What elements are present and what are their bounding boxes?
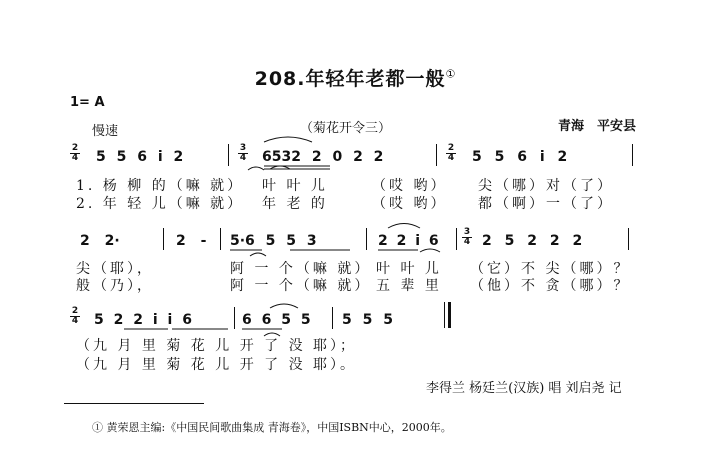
lyric-row1-v2-c: （哎 哟） bbox=[372, 196, 448, 212]
lyric-row2-v2-d: （他）不 贪（哪）？ bbox=[470, 278, 631, 294]
lyric-row1-v2-a: 2. 年 轻 儿（嘛 就） bbox=[76, 196, 245, 212]
notes-row2-m3: 5·6 5 5 3 bbox=[230, 233, 317, 249]
notes-row2-m5: 2 5 2 2 2 bbox=[482, 233, 583, 249]
lyric-row3-v1: （九 月 里 菊 花 儿 开 了 没 耶）； bbox=[76, 338, 358, 354]
key-signature: 1= A bbox=[70, 95, 105, 110]
performer-credit: 李得兰 杨廷兰(汉族) 唱 刘启尧 记 bbox=[426, 381, 622, 396]
tie-mark bbox=[248, 167, 264, 170]
notes-row3-m1: 5 2 2 i i 6 bbox=[94, 312, 192, 328]
time-signature-row1-c: $\frac{2}{4}$ bbox=[447, 143, 455, 163]
slur-mark bbox=[388, 224, 420, 229]
time-signature-row1-a: $\frac{2}{4}$ bbox=[71, 143, 79, 163]
song-origin: 青海 平安县 bbox=[558, 119, 637, 134]
lyric-row2-v1-c: 叶 叶 儿 bbox=[376, 261, 442, 277]
lyric-row2-v2-a: 般（乃）， bbox=[76, 278, 154, 294]
slur-mark bbox=[264, 137, 312, 142]
notes-row2-m1: 2 2· bbox=[80, 233, 120, 249]
notes-row2-m4: 2 2 i 6 bbox=[378, 233, 439, 249]
lyric-row1-v2-b: 年 老 的 bbox=[262, 196, 328, 212]
time-signature-row1-b: $\frac{3}{4}$ bbox=[239, 143, 247, 163]
lyric-row1-v1-a: 1. 杨 柳 的（嘛 就） bbox=[76, 178, 245, 194]
notes-row1-m1: 5 5 6 i 2 bbox=[96, 149, 184, 165]
tie-mark bbox=[264, 333, 280, 336]
lyric-row3-v2: （九 月 里 菊 花 儿 开 了 没 耶）。 bbox=[76, 357, 358, 373]
tie-mark bbox=[420, 249, 440, 252]
song-subtitle: （菊花开令三） bbox=[300, 121, 392, 136]
lyric-row2-v2-b: 阿 一 个（嘛 就） bbox=[230, 278, 372, 294]
lyric-row1-v2-d: 都（啊）一（了） bbox=[478, 196, 614, 212]
notes-row1-m2: 6532 2 0 2 2 bbox=[262, 149, 384, 165]
footnote-text: ① 黄荣恩主编:《中国民间歌曲集成 青海卷》，中国ISBN中心，2000年。 bbox=[92, 421, 452, 434]
tempo-marking: 慢速 bbox=[92, 124, 119, 139]
slur-mark bbox=[270, 304, 298, 308]
lyric-row2-v2-c: 五 辈 里 bbox=[376, 278, 442, 294]
time-signature-row3: $\frac{2}{4}$ bbox=[71, 306, 79, 326]
tie-mark bbox=[250, 253, 266, 256]
notes-row2-m2: 2 - bbox=[176, 233, 207, 249]
lyric-row2-v1-d: （它）不 尖（哪）？ bbox=[470, 261, 631, 277]
lyric-row2-v1-b: 阿 一 个（嘛 就） bbox=[230, 261, 372, 277]
lyric-row1-v1-d: 尖（哪）对（了） bbox=[478, 178, 614, 194]
time-signature-row2: $\frac{3}{4}$ bbox=[463, 227, 471, 247]
lyric-row1-v1-b: 叶 叶 儿 bbox=[262, 178, 328, 194]
song-title-text: 208.年轻年老都一般 bbox=[254, 68, 446, 90]
notes-row1-m3: 5 5 6 i 2 bbox=[472, 149, 568, 165]
lyric-row1-v1-c: （哎 哟） bbox=[372, 178, 448, 194]
notes-row3-m3: 5 5 5 bbox=[342, 312, 393, 328]
notes-row3-m2: 6 6 5 5 bbox=[242, 312, 311, 328]
footnote-mark: ① bbox=[445, 67, 457, 81]
lyric-row2-v1-a: 尖（耶）， bbox=[76, 261, 154, 277]
